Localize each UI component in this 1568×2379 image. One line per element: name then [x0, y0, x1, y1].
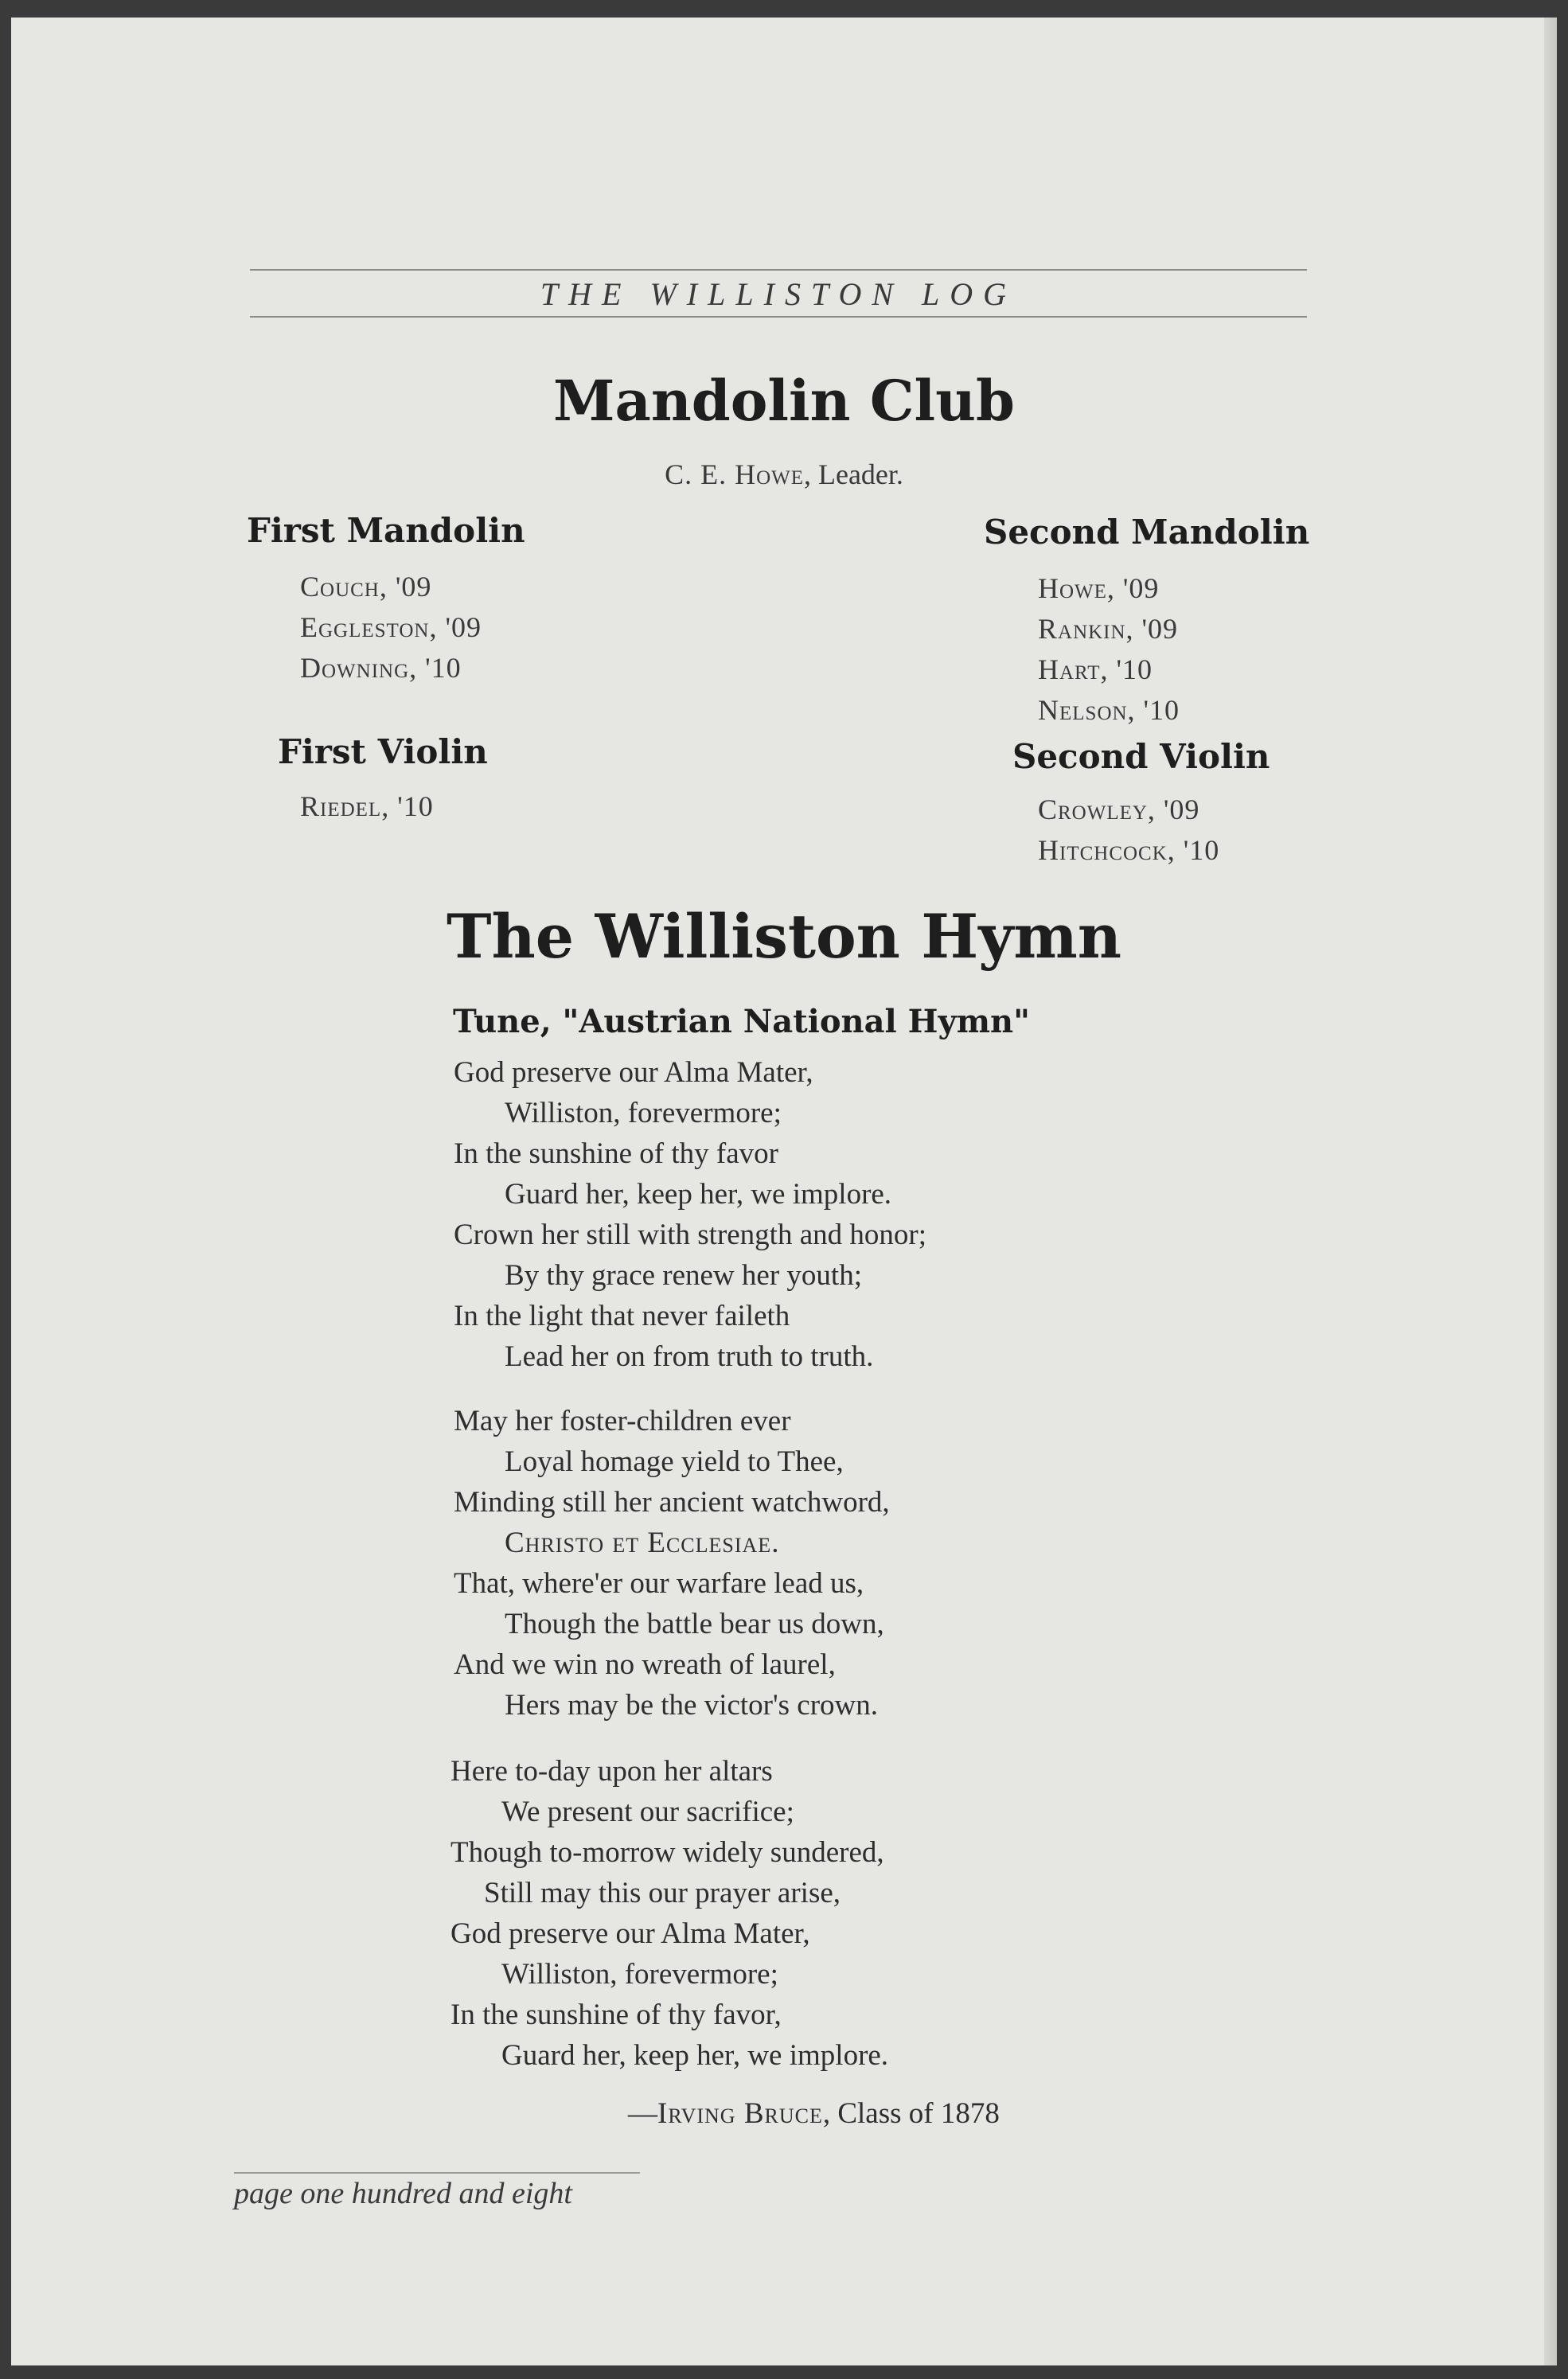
- running-head-text: THE WILLISTON LOG: [540, 276, 1017, 312]
- verse-line: In the sunshine of thy favor,: [451, 1999, 782, 2031]
- first-violin-heading: First Violin: [278, 732, 488, 771]
- verse-line: In the light that never faileth: [454, 1300, 790, 1332]
- leader-suffix: , Leader.: [803, 458, 903, 490]
- member-name: Eggleston, '09: [300, 611, 482, 643]
- hymn-attribution: [628, 2096, 1000, 2131]
- member-name: Hart, '10: [1038, 653, 1153, 685]
- stanza-3: [451, 1751, 888, 2076]
- footer-rule: [234, 2172, 640, 2174]
- verse-line: Though the battle bear us down,: [505, 1608, 884, 1640]
- verse-line: Loyal homage yield to Thee,: [505, 1445, 844, 1478]
- club-title: Mandolin Club: [553, 368, 1015, 434]
- second-mandolin-heading: Second Mandolin: [984, 513, 1310, 552]
- verse-line: And we win no wreath of laurel,: [454, 1648, 836, 1681]
- member-name: Riedel, '10: [300, 790, 434, 822]
- verse-line: Crown her still with strength and honor;: [454, 1219, 926, 1251]
- member-name: Nelson, '10: [1038, 694, 1180, 726]
- member-name: Downing, '10: [300, 652, 462, 684]
- header-rule-bottom: [250, 316, 1307, 318]
- member-name: Howe, '09: [1038, 572, 1160, 604]
- hymn-tune: Tune, "Austrian National Hymn": [453, 1003, 1030, 1040]
- verse-line: Hers may be the victor's crown.: [505, 1689, 879, 1722]
- club-leader: [11, 458, 1557, 491]
- second-violin-heading: Second Violin: [1012, 737, 1270, 776]
- member-name: Couch, '09: [300, 571, 432, 603]
- stanza-2: [454, 1401, 890, 1726]
- verse-line: God preserve our Alma Mater,: [454, 1056, 813, 1089]
- verse-line: By thy grace renew her youth;: [505, 1259, 862, 1292]
- verse-line: May her foster-children ever: [454, 1405, 791, 1437]
- book-page: [11, 18, 1557, 2365]
- verse-line: Minding still her ancient watchword,: [454, 1486, 890, 1519]
- member-name: Hitchcock, '10: [1038, 834, 1220, 866]
- running-header: [250, 269, 1307, 318]
- member-name: Rankin, '09: [1038, 613, 1179, 645]
- second-violin-list: [1038, 790, 1219, 871]
- verse-line: Guard her, keep her, we implore.: [501, 2039, 889, 2072]
- first-mandolin-list: [300, 567, 482, 688]
- attribution-dash: —: [628, 2097, 657, 2130]
- verse-line: Here to-day upon her altars: [451, 1755, 773, 1788]
- page-footer: page one hundred and eight: [234, 2177, 572, 2210]
- verse-line: That, where'er our warfare lead us,: [454, 1567, 864, 1600]
- verse-line: God preserve our Alma Mater,: [451, 1917, 810, 1950]
- verse-line: Guard her, keep her, we implore.: [505, 1178, 892, 1211]
- verse-line: Though to-morrow widely sundered,: [451, 1836, 884, 1869]
- verse-line: Still may this our prayer arise,: [484, 1877, 841, 1909]
- verse-line: Williston, forevermore;: [505, 1097, 782, 1129]
- verse-line: Christo et Ecclesiae.: [505, 1527, 780, 1559]
- hymn-title: The Williston Hymn: [446, 901, 1122, 972]
- verse-line: In the sunshine of thy favor: [454, 1137, 778, 1170]
- verse-line: We present our sacrifice;: [501, 1796, 794, 1828]
- verse-line: Williston, forevermore;: [501, 1958, 778, 1991]
- second-mandolin-list: [1038, 568, 1180, 731]
- leader-name: C. E. Howe: [665, 458, 804, 490]
- attribution-class: , Class of 1878: [822, 2097, 1000, 2130]
- member-name: Crowley, '09: [1038, 794, 1200, 825]
- first-violin-list: [300, 786, 434, 827]
- stanza-1: [454, 1052, 926, 1377]
- first-mandolin-heading: First Mandolin: [247, 511, 525, 550]
- verse-line: Lead her on from truth to truth.: [505, 1340, 874, 1373]
- attribution-author: Irving Bruce: [657, 2097, 823, 2130]
